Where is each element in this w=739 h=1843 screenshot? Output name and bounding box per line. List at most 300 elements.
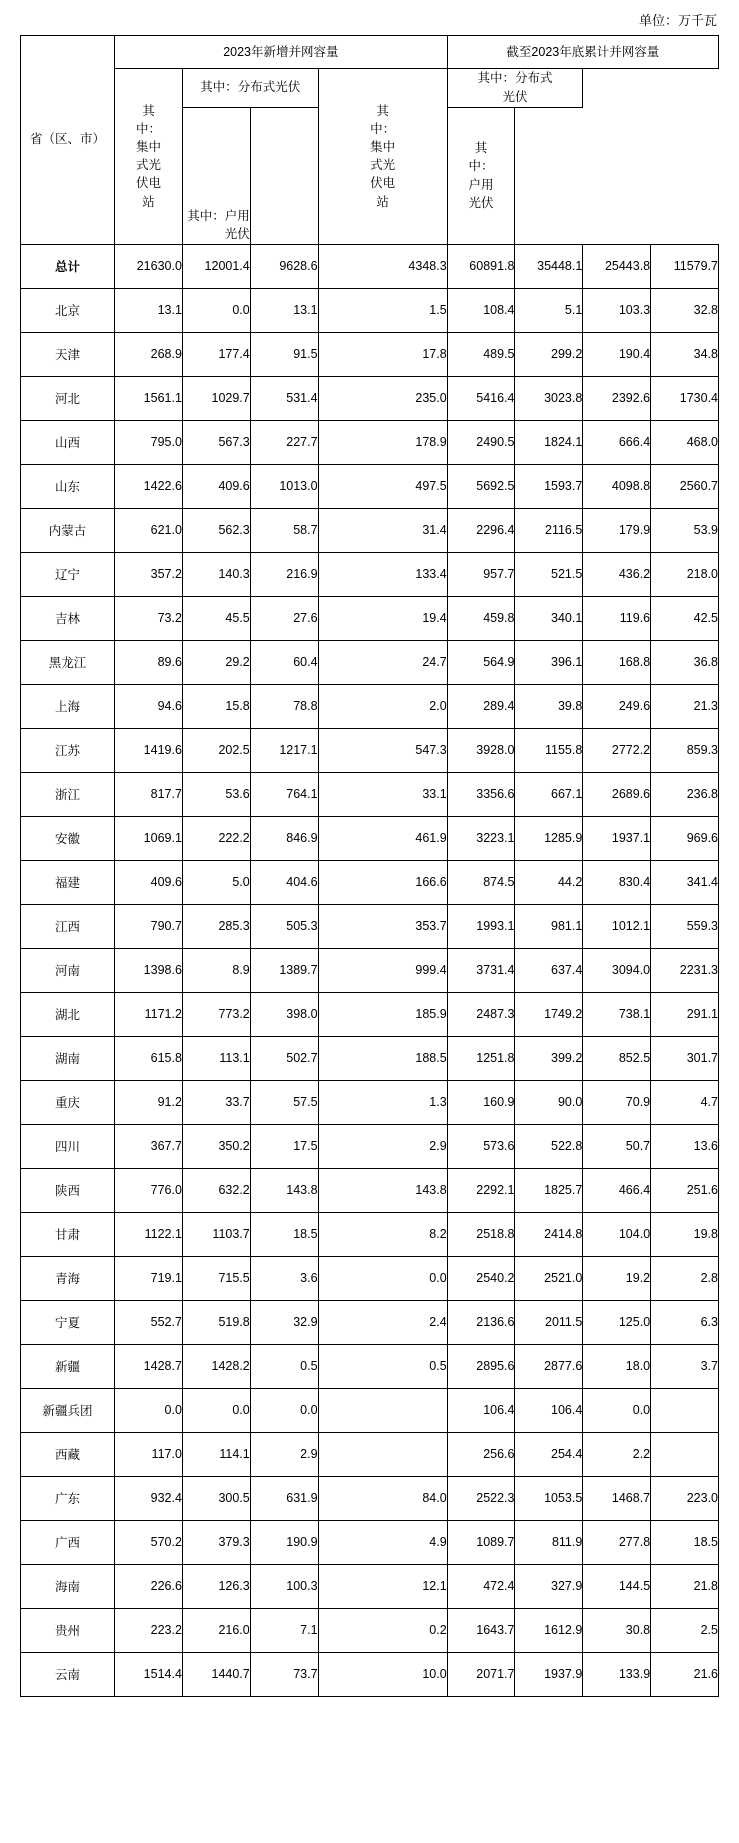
cell-value: 5416.4 [447, 376, 515, 420]
row-province-label: 新疆兵团 [21, 1388, 115, 1432]
cell-value: 2292.1 [447, 1168, 515, 1212]
cell-value: 178.9 [318, 420, 447, 464]
cell-value: 1612.9 [515, 1608, 583, 1652]
cell-value: 2560.7 [651, 464, 719, 508]
table-row [21, 508, 719, 552]
cell-value: 1.3 [318, 1080, 447, 1124]
cell-value: 114.1 [182, 1432, 250, 1476]
cell-value: 0.0 [583, 1388, 651, 1432]
unit-label: 单位：万千瓦 [638, 13, 717, 28]
table-row [21, 1432, 719, 1476]
cell-value: 268.9 [115, 332, 183, 376]
row-province-label: 青海 [21, 1256, 115, 1300]
table-row [21, 1608, 719, 1652]
cell-value: 340.1 [515, 596, 583, 640]
table-row [21, 728, 719, 772]
cell-value: 73.2 [115, 596, 183, 640]
cell-value: 531.4 [250, 376, 318, 420]
row-province-label: 江苏 [21, 728, 115, 772]
cell-value: 932.4 [115, 1476, 183, 1520]
cell-value: 2.9 [250, 1432, 318, 1476]
cell-value: 1440.7 [182, 1652, 250, 1696]
cell-value: 249.6 [583, 684, 651, 728]
cell-value: 6.3 [651, 1300, 719, 1344]
cell-value: 254.4 [515, 1432, 583, 1476]
cell-value: 1171.2 [115, 992, 183, 1036]
cell-value: 119.6 [583, 596, 651, 640]
cell-value: 32.9 [250, 1300, 318, 1344]
cell-value: 166.6 [318, 860, 447, 904]
cell-value: 91.2 [115, 1080, 183, 1124]
cell-value: 84.0 [318, 1476, 447, 1520]
cell-value: 300.5 [182, 1476, 250, 1520]
cell-value: 13.6 [651, 1124, 719, 1168]
cell-value: 143.8 [318, 1168, 447, 1212]
cell-value: 291.1 [651, 992, 719, 1036]
table-row [21, 772, 719, 816]
table-row [21, 552, 719, 596]
cell-value: 1824.1 [515, 420, 583, 464]
table-row [21, 1036, 719, 1080]
cell-value: 106.4 [515, 1388, 583, 1432]
cell-value: 33.1 [318, 772, 447, 816]
cell-value: 15.8 [182, 684, 250, 728]
row-province-label: 天津 [21, 332, 115, 376]
cell-value: 216.0 [182, 1608, 250, 1652]
cell-value: 5692.5 [447, 464, 515, 508]
row-province-label: 四川 [21, 1124, 115, 1168]
table-row [21, 1476, 719, 1520]
cell-value: 776.0 [115, 1168, 183, 1212]
cell-value: 57.5 [250, 1080, 318, 1124]
row-province-label: 上海 [21, 684, 115, 728]
cell-value: 817.7 [115, 772, 183, 816]
cell-value: 795.0 [115, 420, 183, 464]
cell-value: 489.5 [447, 332, 515, 376]
cell-value: 3356.6 [447, 772, 515, 816]
cell-value: 104.0 [583, 1212, 651, 1256]
cell-value: 235.0 [318, 376, 447, 420]
cell-value: 519.8 [182, 1300, 250, 1344]
cell-value: 9628.6 [250, 244, 318, 288]
cell-value: 188.5 [318, 1036, 447, 1080]
cell-value: 45.5 [182, 596, 250, 640]
cell-value: 615.8 [115, 1036, 183, 1080]
cell-value: 1217.1 [250, 728, 318, 772]
cell-value: 18.0 [583, 1344, 651, 1388]
row-province-label: 贵州 [21, 1608, 115, 1652]
row-province-label: 福建 [21, 860, 115, 904]
cell-value: 2392.6 [583, 376, 651, 420]
row-province-label: 陕西 [21, 1168, 115, 1212]
cell-value: 969.6 [651, 816, 719, 860]
cell-value: 133.4 [318, 552, 447, 596]
cell-value: 17.5 [250, 1124, 318, 1168]
cell-value: 53.9 [651, 508, 719, 552]
cell-value: 8.9 [182, 948, 250, 992]
cell-value: 459.8 [447, 596, 515, 640]
cell-value: 409.6 [182, 464, 250, 508]
row-province-label: 辽宁 [21, 552, 115, 596]
cell-value: 2116.5 [515, 508, 583, 552]
cell-value: 957.7 [447, 552, 515, 596]
table-row [21, 1124, 719, 1168]
cell-value: 140.3 [182, 552, 250, 596]
cell-value: 1389.7 [250, 948, 318, 992]
cell-value: 177.4 [182, 332, 250, 376]
cell-value: 859.3 [651, 728, 719, 772]
header-cum-distributed: 其中：分布式光伏 [447, 69, 583, 108]
cell-value: 0.0 [182, 288, 250, 332]
cell-value: 168.8 [583, 640, 651, 684]
cell-value: 1053.5 [515, 1476, 583, 1520]
row-province-label: 湖南 [21, 1036, 115, 1080]
row-province-label: 北京 [21, 288, 115, 332]
row-province-label: 新疆 [21, 1344, 115, 1388]
cell-value: 2136.6 [447, 1300, 515, 1344]
cell-value: 1155.8 [515, 728, 583, 772]
cell-value: 2.9 [318, 1124, 447, 1168]
cell-value: 570.2 [115, 1520, 183, 1564]
header-group-new: 2023年新增并网容量 [115, 36, 448, 69]
cell-value: 218.0 [651, 552, 719, 596]
cell-value: 256.6 [447, 1432, 515, 1476]
row-province-label: 总计 [21, 244, 115, 288]
row-province-label: 内蒙古 [21, 508, 115, 552]
cell-value: 0.0 [318, 1256, 447, 1300]
cell-value: 10.0 [318, 1652, 447, 1696]
cell-value: 160.9 [447, 1080, 515, 1124]
cell-value: 39.8 [515, 684, 583, 728]
cell-value: 113.1 [182, 1036, 250, 1080]
cell-value: 1937.1 [583, 816, 651, 860]
cell-value: 1103.7 [182, 1212, 250, 1256]
cell-value: 4.7 [651, 1080, 719, 1124]
cell-value: 236.8 [651, 772, 719, 816]
cell-value: 21630.0 [115, 244, 183, 288]
cell-value: 190.9 [250, 1520, 318, 1564]
cell-value: 396.1 [515, 640, 583, 684]
header-group-cumulative: 截至2023年底累计并网容量 [447, 36, 718, 69]
cell-value: 1089.7 [447, 1520, 515, 1564]
table-row [21, 464, 719, 508]
cell-value: 2877.6 [515, 1344, 583, 1388]
cell-value: 34.8 [651, 332, 719, 376]
cell-value: 0.0 [250, 1388, 318, 1432]
header-cum-centralized: 其中：集中式光伏电站 [318, 69, 447, 245]
cell-value: 35448.1 [515, 244, 583, 288]
cell-value: 1122.1 [115, 1212, 183, 1256]
row-province-label: 重庆 [21, 1080, 115, 1124]
cell-value: 0.5 [250, 1344, 318, 1388]
cell-value: 12001.4 [182, 244, 250, 288]
cell-value: 2.5 [651, 1608, 719, 1652]
cell-value: 117.0 [115, 1432, 183, 1476]
row-province-label: 吉林 [21, 596, 115, 640]
cell-value: 70.9 [583, 1080, 651, 1124]
cell-value: 357.2 [115, 552, 183, 596]
cell-value: 277.8 [583, 1520, 651, 1564]
cell-value: 404.6 [250, 860, 318, 904]
table-row [21, 1388, 719, 1432]
cell-value: 3.6 [250, 1256, 318, 1300]
cell-value: 216.9 [250, 552, 318, 596]
row-province-label: 浙江 [21, 772, 115, 816]
cell-value: 874.5 [447, 860, 515, 904]
cell-value: 44.2 [515, 860, 583, 904]
cell-value: 1730.4 [651, 376, 719, 420]
cell-value: 144.5 [583, 1564, 651, 1608]
cell-value: 2071.7 [447, 1652, 515, 1696]
cell-value: 133.9 [583, 1652, 651, 1696]
header-new-distributed: 其中：分布式光伏 [182, 69, 318, 108]
cell-value: 1561.1 [115, 376, 183, 420]
cell-value: 631.9 [250, 1476, 318, 1520]
header-new-centralized: 其中：集中式光伏电站 [115, 69, 183, 245]
pv-capacity-table [20, 35, 719, 1697]
cell-value: 125.0 [583, 1300, 651, 1344]
cell-value: 353.7 [318, 904, 447, 948]
cell-value: 223.0 [651, 1476, 719, 1520]
cell-value: 715.5 [182, 1256, 250, 1300]
row-province-label: 山东 [21, 464, 115, 508]
cell-value: 341.4 [651, 860, 719, 904]
cell-value: 562.3 [182, 508, 250, 552]
table-row [21, 596, 719, 640]
cell-value: 227.7 [250, 420, 318, 464]
cell-value: 2.8 [651, 1256, 719, 1300]
cell-value: 3928.0 [447, 728, 515, 772]
cell-value: 222.2 [182, 816, 250, 860]
cell-value: 559.3 [651, 904, 719, 948]
cell-value: 2011.5 [515, 1300, 583, 1344]
row-province-label: 云南 [21, 1652, 115, 1696]
cell-value: 468.0 [651, 420, 719, 464]
cell-value: 12.1 [318, 1564, 447, 1608]
cell-value [651, 1432, 719, 1476]
row-province-label: 河南 [21, 948, 115, 992]
header-row-2 [21, 69, 719, 108]
cell-value: 466.4 [583, 1168, 651, 1212]
cell-value: 2231.3 [651, 948, 719, 992]
header-cum-spacer [250, 107, 318, 244]
cell-value: 981.1 [515, 904, 583, 948]
cell-value: 502.7 [250, 1036, 318, 1080]
cell-value: 497.5 [318, 464, 447, 508]
header-cum-household: 其中：户用光伏 [447, 107, 515, 244]
cell-value: 94.6 [115, 684, 183, 728]
cell-value: 0.0 [182, 1388, 250, 1432]
cell-value [318, 1388, 447, 1432]
cell-value: 21.3 [651, 684, 719, 728]
cell-value: 738.1 [583, 992, 651, 1036]
cell-value: 764.1 [250, 772, 318, 816]
cell-value: 1069.1 [115, 816, 183, 860]
cell-value: 30.8 [583, 1608, 651, 1652]
cell-value: 2772.2 [583, 728, 651, 772]
table-row [21, 1080, 719, 1124]
cell-value: 3023.8 [515, 376, 583, 420]
cell-value [651, 1388, 719, 1432]
cell-value: 2.4 [318, 1300, 447, 1344]
cell-value: 3.7 [651, 1344, 719, 1388]
cell-value: 289.4 [447, 684, 515, 728]
table-row [21, 288, 719, 332]
cell-value: 637.4 [515, 948, 583, 992]
cell-value: 1643.7 [447, 1608, 515, 1652]
cell-value: 472.4 [447, 1564, 515, 1608]
cell-value: 202.5 [182, 728, 250, 772]
cell-value: 327.9 [515, 1564, 583, 1608]
table-row [21, 1564, 719, 1608]
header-new-household: 其中：户用光伏 [182, 107, 250, 244]
cell-value: 1398.6 [115, 948, 183, 992]
cell-value: 1993.1 [447, 904, 515, 948]
cell-value: 25443.8 [583, 244, 651, 288]
table-body [21, 244, 719, 1696]
cell-value: 666.4 [583, 420, 651, 464]
cell-value: 190.4 [583, 332, 651, 376]
cell-value: 4.9 [318, 1520, 447, 1564]
cell-value: 505.3 [250, 904, 318, 948]
cell-value: 60891.8 [447, 244, 515, 288]
cell-value: 18.5 [250, 1212, 318, 1256]
cell-value: 1012.1 [583, 904, 651, 948]
cell-value: 3731.4 [447, 948, 515, 992]
table-row [21, 860, 719, 904]
table-row [21, 244, 719, 288]
cell-value: 21.6 [651, 1652, 719, 1696]
cell-value: 1514.4 [115, 1652, 183, 1696]
table-row [21, 904, 719, 948]
table-row [21, 1344, 719, 1388]
table-row [21, 1652, 719, 1696]
cell-value: 78.8 [250, 684, 318, 728]
cell-value: 2490.5 [447, 420, 515, 464]
cell-value: 29.2 [182, 640, 250, 684]
cell-value: 50.7 [583, 1124, 651, 1168]
table-row [21, 684, 719, 728]
cell-value: 2895.6 [447, 1344, 515, 1388]
cell-value: 100.3 [250, 1564, 318, 1608]
cell-value: 367.7 [115, 1124, 183, 1168]
cell-value: 1285.9 [515, 816, 583, 860]
cell-value: 632.2 [182, 1168, 250, 1212]
cell-value: 379.3 [182, 1520, 250, 1564]
cell-value: 223.2 [115, 1608, 183, 1652]
cell-value: 1013.0 [250, 464, 318, 508]
table-row [21, 1520, 719, 1564]
cell-value: 1.5 [318, 288, 447, 332]
row-province-label: 海南 [21, 1564, 115, 1608]
cell-value: 552.7 [115, 1300, 183, 1344]
cell-value: 811.9 [515, 1520, 583, 1564]
cell-value: 830.4 [583, 860, 651, 904]
row-province-label: 湖北 [21, 992, 115, 1036]
table-row [21, 1256, 719, 1300]
row-province-label: 甘肃 [21, 1212, 115, 1256]
cell-value: 567.3 [182, 420, 250, 464]
cell-value: 7.1 [250, 1608, 318, 1652]
cell-value: 2689.6 [583, 772, 651, 816]
cell-value: 143.8 [250, 1168, 318, 1212]
cell-value: 0.5 [318, 1344, 447, 1388]
cell-value: 852.5 [583, 1036, 651, 1080]
cell-value: 13.1 [250, 288, 318, 332]
table-header [21, 36, 719, 245]
cell-value: 13.1 [115, 288, 183, 332]
cell-value [318, 1432, 447, 1476]
cell-value: 5.0 [182, 860, 250, 904]
cell-value: 32.8 [651, 288, 719, 332]
cell-value: 4098.8 [583, 464, 651, 508]
cell-value: 33.7 [182, 1080, 250, 1124]
cell-value: 1428.7 [115, 1344, 183, 1388]
cell-value: 436.2 [583, 552, 651, 596]
cell-value: 103.3 [583, 288, 651, 332]
cell-value: 1422.6 [115, 464, 183, 508]
cell-value: 301.7 [651, 1036, 719, 1080]
cell-value: 1428.2 [182, 1344, 250, 1388]
cell-value: 179.9 [583, 508, 651, 552]
cell-value: 58.7 [250, 508, 318, 552]
row-province-label: 山西 [21, 420, 115, 464]
cell-value: 42.5 [651, 596, 719, 640]
cell-value: 522.8 [515, 1124, 583, 1168]
cell-value: 31.4 [318, 508, 447, 552]
cell-value: 11579.7 [651, 244, 719, 288]
cell-value: 21.8 [651, 1564, 719, 1608]
cell-value: 1825.7 [515, 1168, 583, 1212]
table-row [21, 1168, 719, 1212]
cell-value: 621.0 [115, 508, 183, 552]
cell-value: 106.4 [447, 1388, 515, 1432]
cell-value: 0.0 [115, 1388, 183, 1432]
cell-value: 2487.3 [447, 992, 515, 1036]
cell-value: 36.8 [651, 640, 719, 684]
cell-value: 19.4 [318, 596, 447, 640]
cell-value: 398.0 [250, 992, 318, 1036]
table-row [21, 420, 719, 464]
cell-value: 251.6 [651, 1168, 719, 1212]
cell-value: 89.6 [115, 640, 183, 684]
cell-value: 409.6 [115, 860, 183, 904]
cell-value: 226.6 [115, 1564, 183, 1608]
cell-value: 2.2 [583, 1432, 651, 1476]
cell-value: 846.9 [250, 816, 318, 860]
cell-value: 108.4 [447, 288, 515, 332]
row-province-label: 安徽 [21, 816, 115, 860]
cell-value: 3223.1 [447, 816, 515, 860]
row-province-label: 黑龙江 [21, 640, 115, 684]
cell-value: 773.2 [182, 992, 250, 1036]
cell-value: 19.8 [651, 1212, 719, 1256]
cell-value: 547.3 [318, 728, 447, 772]
cell-value: 299.2 [515, 332, 583, 376]
row-province-label: 宁夏 [21, 1300, 115, 1344]
cell-value: 2.0 [318, 684, 447, 728]
row-province-label: 江西 [21, 904, 115, 948]
cell-value: 24.7 [318, 640, 447, 684]
cell-value: 0.2 [318, 1608, 447, 1652]
cell-value: 2540.2 [447, 1256, 515, 1300]
cell-value: 790.7 [115, 904, 183, 948]
cell-value: 2522.3 [447, 1476, 515, 1520]
table-row [21, 332, 719, 376]
table-row [21, 1212, 719, 1256]
cell-value: 2296.4 [447, 508, 515, 552]
cell-value: 1029.7 [182, 376, 250, 420]
